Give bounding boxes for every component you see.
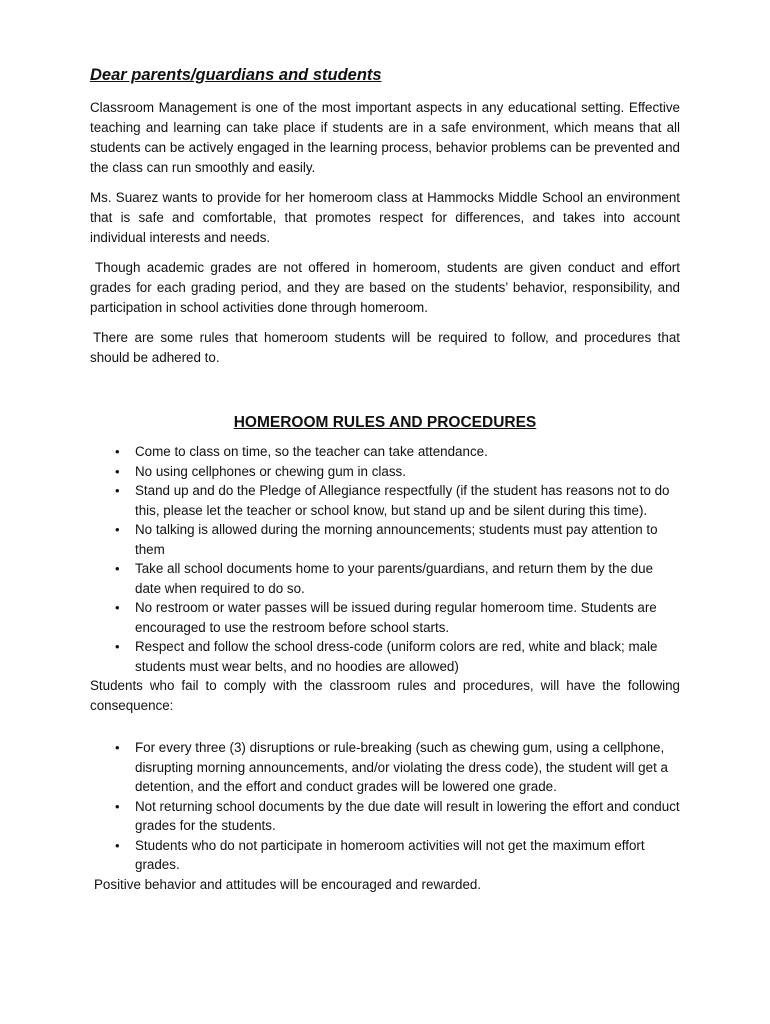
bullet-icon: • [115,561,120,576]
bullet-icon: • [115,798,120,814]
bullet-icon: • [115,483,120,498]
rule-text: Take all school documents home to your parents/guardians, and return them by the due date when required to do so. [135,561,654,596]
rule-text: Come to class on time, so the teacher can take attendance. [135,444,488,459]
list-item [115,637,680,676]
list-item [115,520,680,559]
rule-text: Stand up and do the Pledge of Allegiance respectfully (if the student has reasons not to do this, please let the teacher or school know, but stand up and be silent during this time). [135,483,670,518]
teacher-paragraph: Ms. Suarez wants to provide for her homeroom class at Hammocks Middle School an environment that is safe and comfortable, that promotes respect for differences, and takes into account individual interests and needs. [90,190,680,245]
bullet-icon: • [115,740,120,755]
list-item [115,738,680,797]
list-item [115,462,680,482]
bullet-icon: • [115,837,120,853]
list-item [115,481,680,520]
list-item [115,836,680,875]
rule-text: No talking is allowed during the morning announcements; students must pay attention to them [135,522,658,557]
rule-text: Respect and follow the school dress-code (uniform colors are red, white and black; male students must wear belts, and no hoodies are allowed) [135,639,658,674]
list-item [115,598,680,637]
bullet-icon: • [115,444,120,459]
bullet-icon: • [115,463,120,479]
bullet-icon: • [115,639,120,654]
section-title: HOMEROOM RULES AND PROCEDURES [233,414,537,431]
consequence-text: Students who do not participate in homeroom activities will not get the maximum effort grades. [135,837,645,872]
consequence-text: Not returning school documents by the due date will result in lowering the effort and conduct grades for the students. [135,798,680,833]
rules-intro-paragraph: There are some rules that homeroom students will be required to follow, and procedures that should be adhered to. [90,330,680,365]
rule-text: No restroom or water passes will be issued during regular homeroom time. Students are encouraged to use the restroom before school starts. [135,600,657,635]
greeting-heading: Dear parents/guardians and students [90,66,382,84]
consequences-list [90,738,680,875]
document-page [90,64,680,905]
rules-list [90,442,680,676]
list-item [115,559,680,598]
consequence-intro: Students who fail to comply with the classroom rules and procedures, will have the following consequence: [90,678,680,713]
list-item [115,442,680,462]
bullet-icon: • [115,522,120,537]
list-item [115,797,680,836]
rule-text: No using cellphones or chewing gum in class. [135,463,406,479]
bullet-icon: • [115,600,120,615]
closing-line: Positive behavior and attitudes will be encouraged and rewarded. [94,876,482,892]
consequence-text: For every three (3) disruptions or rule-breaking (such as chewing gum, using a cellphone, disrupting morning announcements, and/or violating the dress code), the student will get a detention, and the effort and conduct grades will be lowered one grade. [135,740,668,794]
grades-paragraph: Though academic grades are not offered in homeroom, students are given conduct and effort grades for each grading period, and they are based on the students’ behavior, responsibility, and participation in school activities done through homeroom. [90,260,680,315]
intro-paragraph: Classroom Management is one of the most important aspects in any educational setting. Effective teaching and learning can take place if students are in a safe environment, which means that all students can be actively engaged in the learning process, behavior problems can be prevented and the class can run smoothly and easily. [90,100,680,175]
